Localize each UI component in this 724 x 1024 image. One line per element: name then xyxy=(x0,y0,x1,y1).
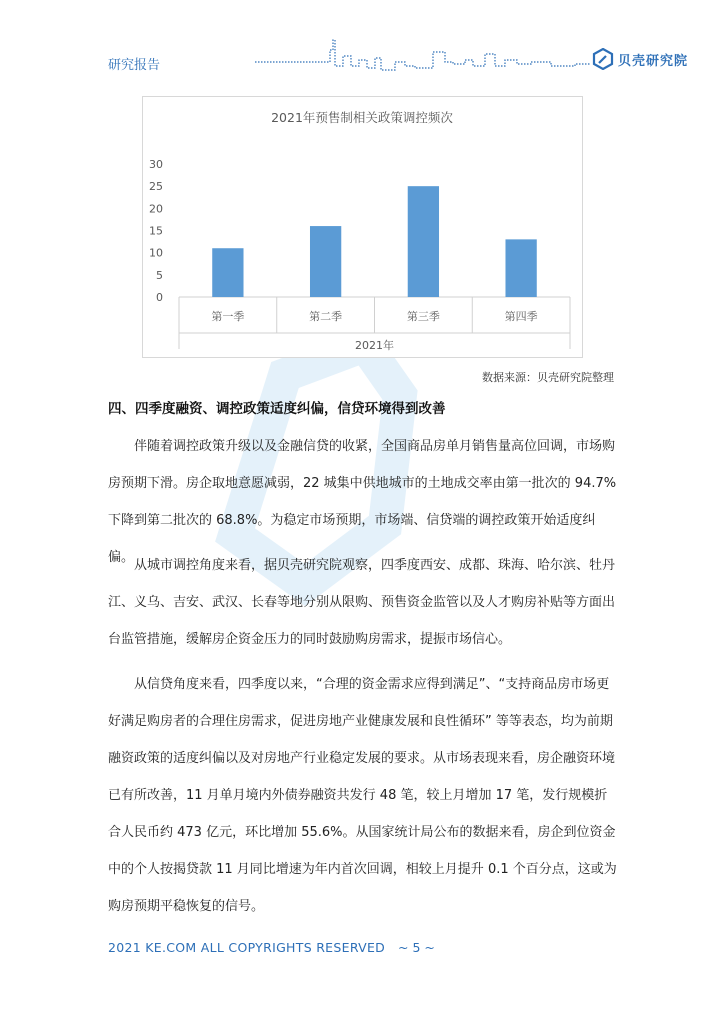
y-tick-label: 15 xyxy=(149,224,163,238)
policy-frequency-chart xyxy=(142,96,583,358)
page-number: ~ 5 ~ xyxy=(398,940,435,955)
bar-4 xyxy=(505,239,536,297)
ke-research-logo xyxy=(592,48,688,70)
paragraph-2-text: 从城市调控角度来看，据贝壳研究院观察，四季度西安、成都、珠海、哈尔滨、牡丹江、义乌、吉安、武汉、长春等地分别从限购、预售资金监管以及人才购房补贴等方面出台监管措施，缓解房企资金压力的同时鼓励购房需求，提振市场信心。 xyxy=(108,558,616,647)
category-label: 第一季 xyxy=(211,310,245,323)
y-tick-label: 5 xyxy=(156,268,163,282)
skyline-decoration xyxy=(255,38,595,78)
paragraph-3-text: 从信贷角度来看，四季度以来，“合理的资金需求应得到满足”、“支持商品房市场更好满足购房者的合理住房需求，促进房地产业健康发展和良性循环” 等等表态，均为前期融资政策的适度纠偏以及对房地产行业稳定发展的要求。从市场表现来看，房企融资环境已有所改善，11 月单月境内外债券融资共发行 48 笔，较上月增加 17 笔，发行规模折合人民币约 473 亿元，环比增加 55.6%。从国家统计局公布的数据来看，房企到位资金中的个人按揭贷款 11 月同比增速为年内首次回调，相较上月提升 0.1 个百分点，这或为购房预期平稳恢复的信号。 xyxy=(108,677,617,914)
y-tick-label: 20 xyxy=(149,202,163,216)
category-label: 第三季 xyxy=(406,310,440,323)
paragraph-2 xyxy=(108,547,618,658)
y-tick-label: 10 xyxy=(149,246,163,260)
bar-1 xyxy=(212,248,243,297)
bar-chart-svg xyxy=(143,97,582,357)
footer-copyright: 2021 KE.COM ALL COPYRIGHTS RESERVED xyxy=(108,940,386,955)
y-tick-label: 25 xyxy=(149,180,163,194)
paragraph-1-text: 伴随着调控政策升级以及金融信贷的收紧，全国商品房单月销售量高位回调，市场购房预期下滑。房企取地意愿减弱，22 城集中供地城市的土地成交率由第一批次的 94.7%下降到第二批次的 68.8%。为稳定市场预期，市场端、信贷端的调控政策开始适度纠偏。 xyxy=(108,439,617,565)
y-tick-label: 0 xyxy=(156,291,163,304)
bar-2 xyxy=(310,226,341,297)
category-label: 第四季 xyxy=(504,310,538,323)
section-heading: 四、四季度融资、调控政策适度纠偏，信贷环境得到改善 xyxy=(108,401,446,417)
y-tick-label: 30 xyxy=(149,158,163,171)
logo-text: 贝壳研究院 xyxy=(618,53,689,69)
bar-3 xyxy=(408,186,439,297)
chart-title: 2021年预售制相关政策调控频次 xyxy=(271,110,453,125)
category-label: 第二季 xyxy=(309,310,343,323)
data-source-note: 数据来源：贝壳研究院整理 xyxy=(482,371,614,384)
group-label: 2021年 xyxy=(355,339,394,352)
report-label: 研究报告 xyxy=(108,58,161,73)
paragraph-3 xyxy=(108,666,618,925)
ke-logo-icon xyxy=(592,48,614,70)
